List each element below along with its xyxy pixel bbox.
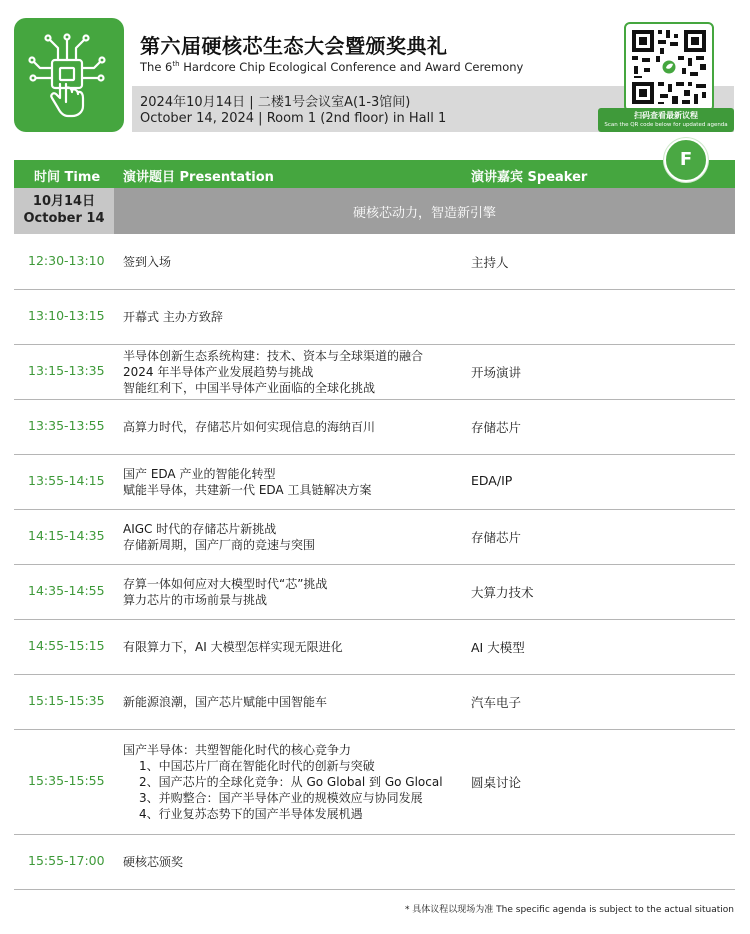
agenda-row — [14, 399, 735, 455]
day-en: October 14 — [23, 211, 105, 226]
agenda-topic — [123, 348, 423, 396]
qr-code[interactable] — [624, 22, 714, 112]
agenda-time: 13:10-13:15 — [28, 307, 105, 323]
agenda-time: 12:30-13:10 — [28, 252, 105, 268]
conference-logo — [14, 18, 124, 132]
qr-label-zh: 扫码查看最新议程 — [634, 111, 698, 120]
agenda-time: 14:55-15:15 — [28, 637, 105, 653]
topic-subitem: 1、中国芯片厂商在智能化时代的创新与突破 — [139, 758, 375, 773]
topic-line: 半导体创新生态系统构建：技术、资本与全球渠道的融合 — [123, 348, 424, 363]
agenda-speaker: 存储芯片 — [471, 529, 522, 545]
topic-line: AIGC 时代的存储芯片新挑战 — [123, 521, 277, 536]
topic-line: 国产半导体：共塑智能化时代的核心竞争力 — [123, 742, 352, 757]
agenda-speaker: 圆桌讨论 — [471, 774, 522, 790]
agenda-time: 14:15-14:35 — [28, 527, 105, 543]
topic-line: 赋能半导体，共建新一代 EDA 工具链解决方案 — [123, 482, 372, 497]
agenda-row — [14, 289, 735, 345]
topic-line: 签到入场 — [123, 254, 172, 269]
agenda-table-header — [14, 160, 735, 188]
agenda-topic — [123, 419, 375, 435]
agenda-speaker: 主持人 — [471, 254, 509, 270]
agenda-time: 13:35-13:55 — [28, 417, 105, 433]
topic-line: 高算力时代，存储芯片如何实现信息的海纳百川 — [123, 419, 376, 434]
agenda-row — [14, 619, 735, 675]
qr-label — [598, 108, 734, 132]
col-header-topic: 演讲题目 Presentation — [123, 170, 274, 185]
agenda-time: 15:55-17:00 — [28, 852, 105, 868]
agenda-time: 15:15-15:35 — [28, 692, 105, 708]
agenda-topic — [123, 742, 443, 822]
agenda-topic — [123, 694, 327, 710]
topic-line: 国产 EDA 产业的智能化转型 — [123, 466, 276, 481]
agenda-row — [14, 834, 735, 890]
day-cell — [14, 188, 114, 234]
agenda-speaker: EDA/IP — [471, 472, 513, 488]
agenda-speaker: 汽车电子 — [471, 694, 522, 710]
footnote: * 具体议程以现场为准 The specific agenda is subject to the actual situation — [404, 905, 734, 915]
agenda-topic — [123, 576, 327, 608]
day-zh: 10月14日 — [32, 194, 96, 209]
agenda-topic — [123, 854, 183, 870]
agenda-time: 13:55-14:15 — [28, 472, 105, 488]
agenda-topic — [123, 521, 315, 553]
topic-subitem: 3、并购整合：国产半导体产业的规模效应与协同发展 — [139, 790, 423, 805]
agenda-row — [14, 509, 735, 565]
agenda-topic — [123, 639, 343, 655]
agenda-row — [14, 564, 735, 620]
qr-label-en: Scan the QR code below for updated agenda — [604, 122, 728, 128]
agenda-row — [14, 344, 735, 400]
agenda-topic — [123, 466, 371, 498]
event-info-en: October 14, 2024 | Room 1 (2nd floor) in Hall 1 — [140, 111, 447, 126]
topic-line: 存储新周期，国产厂商的竞速与突围 — [123, 537, 316, 552]
agenda-speaker: 大算力技术 — [471, 584, 534, 600]
topic-line: 有限算力下，AI 大模型怎样实现无限进化 — [123, 639, 343, 654]
agenda-row — [14, 729, 735, 835]
conference-title-en: The 6th Hardcore Chip Ecological Conference and Award Ceremony — [140, 60, 524, 74]
topic-subitem: 4、行业复苏态势下的国产半导体发展机遇 — [139, 806, 363, 821]
topic-line: 算力芯片的市场前景与挑战 — [123, 592, 268, 607]
col-header-time: 时间 Time — [34, 170, 101, 185]
agenda-time: 15:35-15:55 — [28, 772, 105, 788]
col-header-speaker: 演讲嘉宾 Speaker — [471, 170, 588, 185]
venue-badge: F — [664, 138, 708, 182]
topic-subitem: 2、国产芯片的全球化竞争：从 Go Global 到 Go Glocal — [139, 774, 443, 789]
day-theme: 硬核芯动力，智造新引擎 — [352, 206, 496, 221]
agenda-topic — [123, 309, 223, 325]
agenda-row — [14, 454, 735, 510]
agenda-topic — [123, 254, 171, 270]
chip-touch-icon — [14, 18, 124, 132]
qr-code-icon — [626, 24, 712, 110]
agenda-time: 13:15-13:35 — [28, 362, 105, 378]
topic-line: 2024 年半导体产业发展趋势与挑战 — [123, 364, 314, 379]
topic-line: 智能红利下，中国半导体产业面临的全球化挑战 — [123, 380, 376, 395]
topic-line: 开幕式 主办方致辞 — [123, 309, 223, 324]
event-info-zh: 2024年10月14日 | 二楼1号会议室A(1-3馆间) — [140, 95, 411, 110]
conference-title-zh: 第六届硬核芯生态大会暨颁奖典礼 — [140, 34, 448, 58]
agenda-time: 14:35-14:55 — [28, 582, 105, 598]
agenda-row — [14, 674, 735, 730]
topic-line: 新能源浪潮，国产芯片赋能中国智能车 — [123, 694, 328, 709]
agenda-speaker: AI 大模型 — [471, 639, 525, 655]
agenda-speaker: 开场演讲 — [471, 364, 522, 380]
day-row — [14, 188, 735, 234]
topic-line: 硬核芯颁奖 — [123, 854, 184, 869]
agenda-row — [14, 234, 735, 290]
topic-line: 存算一体如何应对大模型时代“芯”挑战 — [123, 576, 328, 591]
agenda-speaker: 存储芯片 — [471, 419, 522, 435]
